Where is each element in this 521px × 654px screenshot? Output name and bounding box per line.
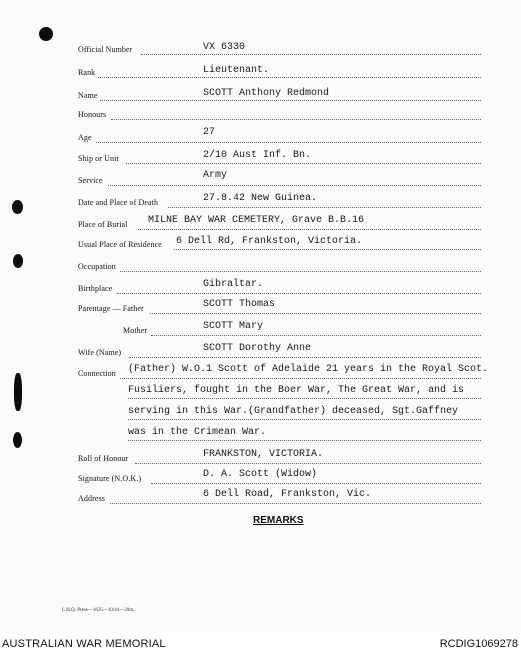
dotted-rule (117, 293, 481, 294)
dotted-rule (150, 313, 481, 314)
official-number-label: Official Number (78, 45, 133, 54)
remarks-heading: REMARKS (253, 515, 304, 526)
address-label: Address (78, 494, 105, 503)
name-value: SCOTT Anthony Redmond (203, 88, 330, 99)
usual-residence-label: Usual Place of Residence (78, 240, 162, 249)
usual-residence-value: 6 Dell Rd, Frankston, Victoria. (176, 236, 363, 247)
punch-hole (13, 254, 23, 268)
institution-name: AUSTRALIAN WAR MEMORIAL (2, 638, 166, 650)
age-label: Age (78, 133, 92, 142)
dotted-rule (168, 207, 481, 208)
name-label: Name (78, 91, 98, 100)
father-label: Parentage — Father (78, 304, 144, 313)
age-value: 27 (203, 127, 216, 138)
dotted-rule (100, 100, 481, 101)
punch-hole (12, 200, 23, 214)
date-place-death-label: Date and Place of Death (78, 198, 159, 207)
honours-label: Honours (78, 110, 107, 119)
dotted-rule (126, 163, 481, 164)
rank-value: Lieutenant. (203, 65, 270, 76)
dotted-rule (98, 77, 481, 78)
dotted-rule (138, 229, 481, 230)
connection-label: Connection (78, 369, 116, 378)
dotted-rule (120, 378, 481, 379)
dotted-rule (96, 142, 481, 143)
dotted-rule (135, 463, 481, 464)
connection-line: serving in this War.(Grandfather) deceased, Sgt.Gaffney (128, 406, 459, 417)
dotted-rule (120, 271, 481, 272)
footer-bar (0, 632, 521, 654)
birthplace-value: Gibraltar. (203, 279, 264, 290)
ship-or-unit-value: 2/10 Aust Inf. Bn. (203, 150, 312, 161)
dotted-rule (111, 119, 481, 120)
punch-hole (14, 373, 22, 411)
date-place-death-value: 27.8.42 New Guinea. (203, 193, 318, 204)
place-of-burial-value: MILNE BAY WAR CEMETERY, Grave B.B.16 (148, 215, 365, 226)
record-id: RCDIG1069278 (439, 638, 518, 650)
place-of-burial-label: Place of Burial (78, 220, 128, 229)
punch-hole (13, 432, 22, 448)
dotted-rule (128, 419, 481, 420)
dotted-rule (108, 185, 481, 186)
connection-line: was in the Crimean War. (128, 427, 267, 438)
dotted-rule (151, 335, 481, 336)
connection-line: Fusiliers, fought in the Boer War, The Great War, and is (128, 385, 465, 396)
roll-of-honour-label: Roll of Honour (78, 454, 129, 463)
service-label: Service (78, 176, 103, 185)
dotted-rule (174, 249, 481, 250)
ship-or-unit-label: Ship or Unit (78, 154, 119, 163)
wife-value: SCOTT Dorothy Anne (203, 343, 312, 354)
father-value: SCOTT Thomas (203, 299, 276, 310)
rank-label: Rank (78, 68, 96, 77)
dotted-rule (128, 440, 481, 441)
occupation-label: Occupation (78, 262, 116, 271)
signature-label: Signature (N.O.K.) (78, 474, 142, 483)
mother-label: Mother (123, 326, 148, 335)
punch-hole (39, 27, 53, 41)
dotted-rule (128, 398, 481, 399)
dotted-rule (141, 54, 481, 55)
official-number-value: VX 6330 (203, 42, 246, 53)
mother-value: SCOTT Mary (203, 321, 264, 332)
dotted-rule (110, 503, 481, 504)
signature-value: D. A. Scott (Widow) (203, 469, 318, 480)
birthplace-label: Birthplace (78, 284, 113, 293)
printer-imprint: L.H.Q. Press—1635—10/44—20m. (62, 608, 135, 613)
address-value: 6 Dell Road, Frankston, Vic. (203, 489, 372, 500)
connection-line: (Father) W.O.1 Scott of Adelaide 21 years in the Royal Scot. (128, 364, 489, 375)
dotted-rule (129, 357, 481, 358)
roll-of-honour-value: FRANKSTON, VICTORIA. (203, 449, 324, 460)
service-value: Army (203, 170, 228, 181)
dotted-rule (151, 483, 481, 484)
wife-label: Wife (Name) (78, 348, 122, 357)
